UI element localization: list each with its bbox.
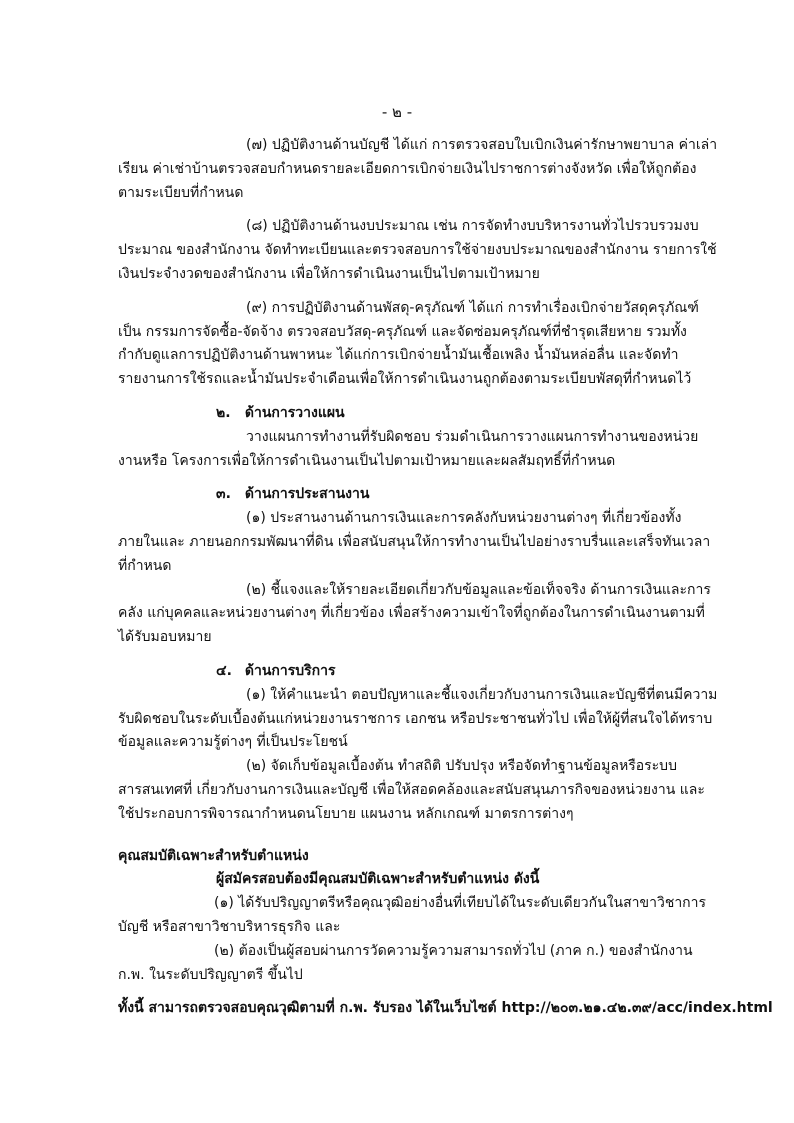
coordination-item-1-continuation: ภายนอกกรมพัฒนาที่ดิน เพื่อสนับสนุนให้การทำงานเป็นไปอย่างราบรื่นและเสร็จทันเวลาที่กำหนด — [118, 533, 711, 574]
accounting-item-7-first-line: (๗) ปฏิบัติงานด้านบัญชี ได้แก่ การตรวจสอบใบเบิกเงินค่ารักษาพยาบาล ค่าเล่าเรียน — [118, 137, 718, 177]
section-coordination-title: ด้านการประสานงาน — [244, 486, 370, 503]
section-coordination-heading — [118, 483, 718, 507]
coordination-item-1-first-line: (๑) ประสานงานด้านการเงินและการคลังกับหน่วยงานต่างๆ ที่เกี่ยวข้องทั้งภายในและ — [118, 510, 682, 550]
planning-continuation: โครงการเพื่อให้การดำเนินงานเป็นไปตามเป้าหมายและผลสัมฤทธิ์ที่กำหนด — [171, 452, 616, 469]
coordination-item-1 — [118, 507, 718, 578]
document-body — [118, 134, 773, 1021]
qualification-item-2-first-line: (๒) ต้องเป็นผู้สอบผ่านการวัดความรู้ความสามารถทั่วไป (ภาค ก.) ของสำนักงาน ก.พ. — [118, 942, 693, 983]
supplies-item-9 — [118, 297, 718, 392]
verification-note: ทั้งนี้ สามารถตรวจสอบคุณวุฒิตามที่ ก.พ. รับรอง ได้ในเว็บไซต์ http://๒๐๓.๒๑.๔๒.๓๙/acc/index.html — [118, 1000, 773, 1017]
section-service-title: ด้านการบริการ — [244, 662, 336, 679]
section-planning-number: ๒. — [216, 404, 231, 421]
coordination-item-2-continuation: แก่บุคคลและหน่วยงานต่างๆ ที่เกี่ยวข้อง เพื่อสร้างความเข้าใจที่ถูกต้องในการดำเนินงานตามที่ได้รับมอบหมาย — [118, 605, 705, 646]
qualifications-subtitle: ผู้สมัครสอบต้องมีคุณสมบัติเฉพาะสำหรับตำแหน่ง ดังนี้ — [216, 871, 540, 888]
qualification-item-2-continuation: ในระดับปริญญาตรี ขึ้นไป — [149, 966, 303, 983]
qualification-item-1-first-line: (๑) ได้รับปริญญาตรีหรือคุณวุฒิอย่างอื่นที่เทียบได้ในระดับเดียวกันในสาขาวิชาการบัญชี — [118, 895, 707, 935]
service-item-2-continuation: เกี่ยวกับงานการเงินและบัญชี เพื่อให้สอดคล้องและสนับสนุนภารกิจของหน่วยงาน และใช้ประกอบการพิจารณากำหนดนโยบาย แผนงาน หลักเกณฑ์ มาตรการต่างๆ — [118, 781, 705, 822]
page-number: - ๒ - — [381, 103, 413, 121]
qualifications-title: คุณสมบัติเฉพาะสำหรับตำแหน่ง — [118, 847, 309, 864]
section-planning-heading — [118, 402, 718, 426]
service-item-1-continuation: รับผิดชอบในระดับเบื้องต้นแก่หน่วยงานราชการ เอกชน หรือประชาชนทั่วไป เพื่อให้ผู้ที่สนใจได้ทราบข้อมูลและความรู้ต่างๆ ที่เป็นประโยชน์ — [118, 710, 713, 751]
accounting-item-7 — [118, 134, 718, 205]
section-service-number: ๔. — [216, 662, 232, 679]
section-coordination-number: ๓. — [216, 486, 231, 503]
service-item-2-first-line: (๒) จัดเก็บข้อมูลเบื้องต้น ทำสถิติ ปรับปรุง หรือจัดทำฐานข้อมูลหรือระบบสารสนเทศที่ — [118, 758, 677, 798]
planning-first-line: วางแผนการทำงานที่รับผิดชอบ ร่วมดำเนินการวางแผนการทำงานของหน่วยงานหรือ — [118, 428, 699, 469]
budget-item-8 — [118, 215, 718, 286]
planning-paragraph — [118, 426, 718, 474]
service-item-1 — [118, 684, 718, 755]
supplies-item-9-first-line: (๙) การปฏิบัติงานด้านพัสดุ-ครุภัณฑ์ ได้แก่ การทำเรื่องเบิกจ่ายวัสดุครุภัณฑ์เป็น — [118, 299, 699, 340]
section-planning-title: ด้านการวางแผน — [244, 404, 345, 421]
section-service-heading — [118, 660, 718, 684]
budget-item-8-first-line: (๘) ปฏิบัติงานด้านงบประมาณ เช่น การจัดทำงบบริหารงานทั่วไปรวบรวมงบประมาณ — [118, 218, 699, 259]
service-item-2 — [118, 755, 718, 826]
coordination-item-2 — [118, 579, 718, 650]
qualification-item-1-continuation: หรือสาขาวิชาบริหารธุรกิจ และ — [152, 918, 341, 935]
accounting-item-7-continuation: ค่าเช่าบ้านตรวจสอบกำหนดรายละเอียดการเบิกจ่ายเงินไปราชการต่างจังหวัด เพื่อให้ถูกต้องตามระเบียบที่กำหนด — [118, 160, 697, 201]
service-item-1-first-line: (๑) ให้คำแนะนำ ตอบปัญหาและชี้แจงเกี่ยวกับงานการเงินและบัญชีที่ตนมีความ — [246, 686, 718, 703]
qualification-item-2 — [118, 940, 718, 988]
supplies-item-9-continuation: กรรมการจัดซื้อ-จัดจ้าง ตรวจสอบวัสดุ-ครุภัณฑ์ และจัดซ่อมครุภัณฑ์ที่ชำรุดเสียหาย รวมทั้งกำกับดูแลการปฏิบัติงานด้านพาหนะ ได้แก่การเบิกจ่ายน้ำมันเชื้อเพลิง น้ำมันหล่อลื่น และจัดทำรายงานการใช้รถและน้ำมันประจำเดือนเพื่อให้การดำเนินงานถูกต้องตามระเบียบพัสดุที่กำหนดไว้ — [118, 323, 692, 388]
qualification-item-1 — [118, 892, 718, 940]
budget-item-8-continuation: ของสำนักงาน จัดทำทะเบียนและตรวจสอบการใช้จ่ายงบประมาณของสำนักงาน รายการใช้เงินประจำงวดของสำนักงาน เพื่อให้การดำเนินงานเป็นไปตามเป้าหมาย — [118, 242, 717, 282]
coordination-item-2-first-line: (๒) ชี้แจงและให้รายละเอียดเกี่ยวกับข้อมูลและข้อเท็จจริง ด้านการเงินและการคลัง — [118, 581, 711, 622]
